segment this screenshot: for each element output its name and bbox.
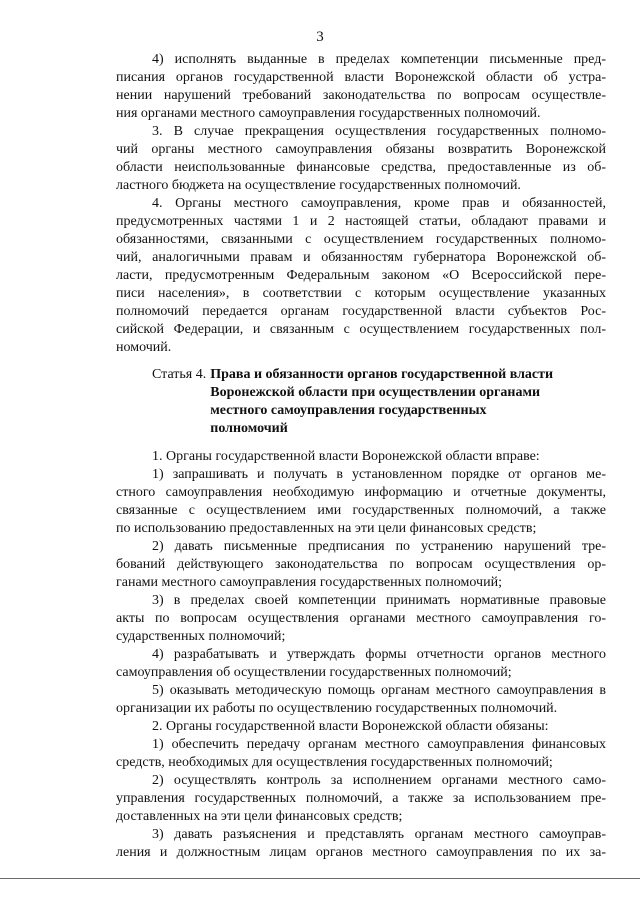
text-line: 4) исполнять выданные в пределах компетенции письменные пред- [152,52,606,67]
article-title-line: полномочий [210,421,288,436]
paragraph-part-4 [116,195,606,357]
text-line: организации их работы по осуществлению государственных полномочий. [116,701,558,716]
text-line: 1. Органы государственной власти Воронежской области вправе: [152,449,540,464]
article-title-line: Воронежской области при осуществлении органами [210,385,541,400]
text-line: 1) запрашивать и получать в установленном порядке от органов ме- [152,467,606,482]
text-line: предусмотренных частями 1 и 2 настоящей статьи, обладают правами и [116,214,606,229]
text-line: 2. Органы государственной власти Воронежской области обязаны: [152,719,549,734]
text-line: средств, необходимых для осуществления государственных полномочий; [116,755,553,770]
text-line: номочий. [116,340,172,355]
text-line: писи населения», в соответствии с которым осуществление указанных [116,286,606,301]
list-item [116,466,606,538]
article-title [206,366,553,438]
text-line: ганами местного самоуправления государственных полномочий; [116,575,502,590]
text-line: 1) обеспечить передачу органам местного самоуправления финансовых [152,737,606,752]
text-line: стного самоуправления необходимую информацию и отчетные документы, [116,485,606,500]
text-line: ния органами местного самоуправления государственных полномочий. [116,106,541,121]
list-item [116,538,606,592]
list-item [116,772,606,826]
text-line: чий, аналогичными правам и обязанностям губернатора Воронежской об- [116,250,606,265]
text-line: 3. В случае прекращения осуществления государственных полномо- [152,124,606,139]
text-line: самоуправления об осуществлении государственных полномочий; [116,665,512,680]
text-line: полномочий передается органам государственной власти субъектов Рос- [116,304,606,319]
text-line: доставленных на эти цели финансовых средств; [116,809,403,824]
list-item [116,682,606,718]
article-title-line: Права и обязанности органов государственной власти [210,367,554,382]
text-line: ласти, предусмотренным Федеральным законом «О Всероссийской пере- [116,268,606,283]
text-line: 2) давать письменные предписания по устранению нарушений тре- [152,539,606,554]
list-item [116,736,606,772]
text-line: по использованию предоставленных на эти цели финансовых средств; [116,521,537,536]
page-number: 3 [316,29,324,45]
text-line: 3) давать разъяснения и представлять органам местного самоупрaв- [152,827,606,842]
document-body [116,51,606,862]
text-line: сийской Федерации, и связанным с осуществлением государственных пол- [116,322,606,337]
list-item [116,592,606,646]
text-line: 2) осуществлять контроль за исполнением органами местного само- [152,773,606,788]
article-title-line: местного самоуправления государственных [210,403,487,418]
text-line: акты по вопросам осуществления органами местного самоуправления го- [116,611,606,626]
list-item [116,646,606,682]
article-heading [116,366,606,438]
text-line: 3) в пределах своей компетенции принимать нормативные правовые [152,593,606,608]
list-item [116,826,606,862]
paragraph-item-4 [116,51,606,123]
text-line: обязанностями, связанными с осуществлением государственных полномо- [116,232,606,247]
text-line: области неиспользованные финансовые средства, предоставленные из об- [116,160,606,175]
text-line: нении нарушений требований законодательства по вопросам осуществле- [116,88,606,103]
text-line: писания органов государственной власти Воронежской области об устра- [116,70,606,85]
footer-divider [0,878,640,879]
paragraph-part-3 [116,123,606,195]
text-line: 5) оказывать методическую помощь органам местного самоуправления в [152,683,606,698]
text-line: ластного бюджета на осуществление государственных полномочий. [116,178,521,193]
text-line: чий органы местного самоуправления обязаны возвратить Воронежской [116,142,606,157]
article-label: Статья 4. [152,367,207,382]
text-line: управления государственных полномочий, а также за использованием пре- [116,791,606,806]
text-line: бований действующего законодательства по вопросам осуществления ор- [116,557,606,572]
text-line: 4) разрабатывать и утверждать формы отчетности органов местного [152,647,606,662]
text-line: сударственных полномочий; [116,629,286,644]
text-line: связанные с осуществлением ими государственных полномочий, а также [116,503,606,518]
text-line: 4. Органы местного самоуправления, кроме прав и обязанностей, [152,196,606,211]
text-line: ления и должностным лицам органов местного самоуправления по их за- [116,845,606,860]
